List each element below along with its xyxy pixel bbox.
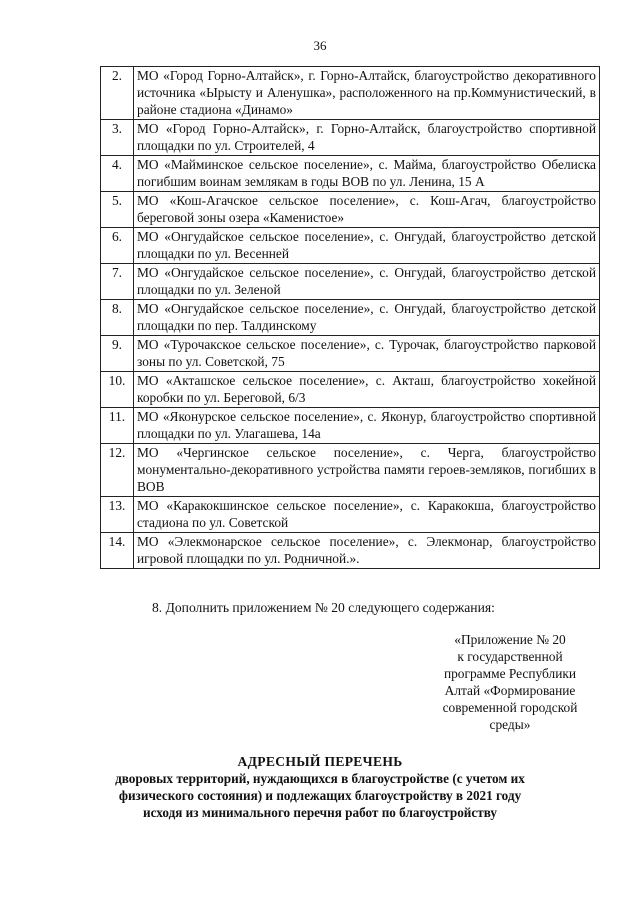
row-number: 10.	[101, 372, 134, 408]
table-row	[101, 67, 600, 120]
table-row	[101, 336, 600, 372]
row-number: 4.	[101, 156, 134, 192]
document-subtitle	[60, 770, 580, 821]
row-number: 13.	[101, 497, 134, 533]
row-text: МО «Кош-Агачское сельское поселение», с. Кош-Агач, благоустройство береговой зоны озера «Каменистое»	[134, 192, 600, 228]
amendment-paragraph: 8. Дополнить приложением № 20 следующего содержания:	[152, 600, 495, 615]
table-row	[101, 533, 600, 569]
table-row	[101, 192, 600, 228]
table-row	[101, 228, 600, 264]
row-number: 6.	[101, 228, 134, 264]
page-number: 36	[313, 38, 327, 53]
table-row	[101, 300, 600, 336]
subtitle-line: физического состояния) и подлежащих благоустройству в 2021 году	[118, 788, 522, 803]
row-text: МО «Онгудайское сельское поселение», с. Онгудай, благоустройство детской площадки по ул. Зеленой	[134, 264, 600, 300]
row-text: МО «Элекмонарское сельское поселение», с. Элекмонар, благоустройство игровой площадки по ул. Родничной.».	[134, 533, 600, 569]
row-number: 11.	[101, 408, 134, 444]
row-number: 2.	[101, 67, 134, 120]
row-text: МО «Турочакское сельское поселение», с. Турочак, благоустройство парковой зоны по ул. Советской, 75	[134, 336, 600, 372]
row-number: 12.	[101, 444, 134, 497]
row-text: МО «Акташское сельское поселение», с. Акташ, благоустройство хокейной коробки по ул. Береговой, 6/3	[134, 372, 600, 408]
row-text: МО «Каракокшинское сельское поселение», с. Каракокша, благоустройство стадиона по ул. Советской	[134, 497, 600, 533]
appendix-line: к государственной	[457, 649, 563, 664]
row-text: МО «Майминское сельское поселение», с. Майма, благоустройство Обелиска погибшим воинам землякам в годы ВОВ по ул. Ленина, 15 А	[134, 156, 600, 192]
appendix-line: современной городской	[442, 700, 578, 715]
projects-table	[100, 66, 600, 569]
row-text: МО «Чергинское сельское поселение», с. Черга, благоустройство монументально-декоративного устройства памяти героев-земляков, погибших в ВОВ	[134, 444, 600, 497]
appendix-line: «Приложение № 20	[454, 632, 566, 647]
row-number: 9.	[101, 336, 134, 372]
appendix-line: программе Республики	[443, 666, 577, 681]
subtitle-line: исходя из минимального перечня работ по благоустройству	[143, 805, 497, 820]
table-row	[101, 408, 600, 444]
table-row	[101, 444, 600, 497]
appendix-line: среды»	[489, 717, 531, 732]
row-number: 3.	[101, 120, 134, 156]
row-text: МО «Онгудайское сельское поселение», с. Онгудай, благоустройство детской площадки по пер. Талдинскому	[134, 300, 600, 336]
row-text: МО «Город Горно-Алтайск», г. Горно-Алтайск, благоустройство декоративного источника «Ырысту и Аленушка», расположенного на пр.Коммунистический, в районе стадиона «Динамо»	[134, 67, 600, 120]
row-number: 8.	[101, 300, 134, 336]
row-text: МО «Яконурское сельское поселение», с. Яконур, благоустройство спортивной площадки по ул. Улагашева, 14а	[134, 408, 600, 444]
table-row	[101, 264, 600, 300]
table-row	[101, 497, 600, 533]
document-title: АДРЕСНЫЙ ПЕРЕЧЕНЬ	[237, 754, 403, 769]
table-row	[101, 120, 600, 156]
appendix-reference	[400, 631, 620, 733]
subtitle-line: дворовых территорий, нуждающихся в благоустройстве (с учетом их	[115, 771, 525, 786]
row-number: 5.	[101, 192, 134, 228]
appendix-line: Алтай «Формирование	[444, 683, 576, 698]
row-number: 7.	[101, 264, 134, 300]
table-row	[101, 156, 600, 192]
row-text: МО «Онгудайское сельское поселение», с. Онгудай, благоустройство детской площадки по ул. Весенней	[134, 228, 600, 264]
table-row	[101, 372, 600, 408]
row-number: 14.	[101, 533, 134, 569]
row-text: МО «Город Горно-Алтайск», г. Горно-Алтайск, благоустройство спортивной площадки по ул. Строителей, 4	[134, 120, 600, 156]
